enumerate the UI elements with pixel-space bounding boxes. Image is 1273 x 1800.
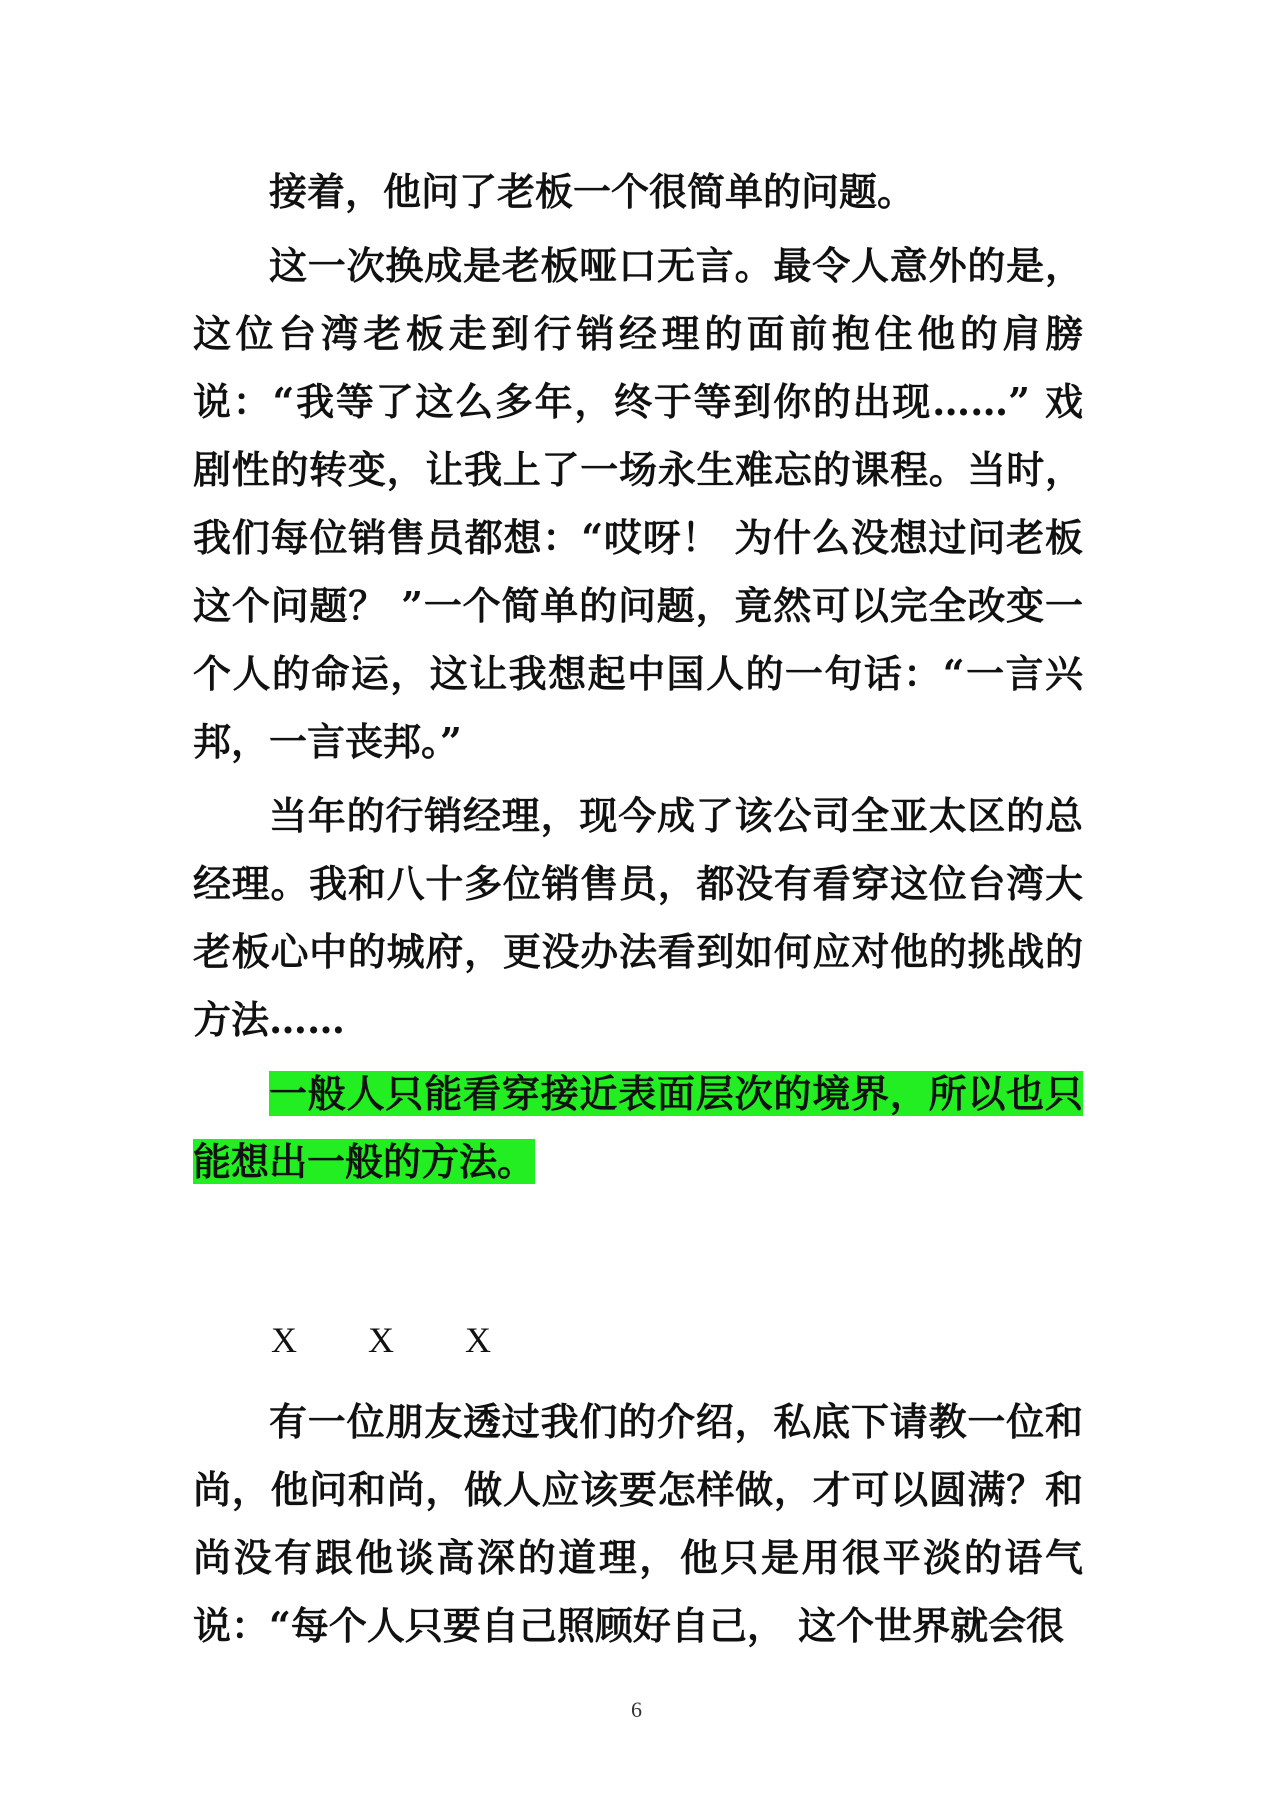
paragraph-2: 这一次换成是老板哑口无言。最令人意外的是，这位台湾老板走到行销经理的面前抱住他的肩膀说：“我等了这么多年，终于等到你的出现……” 戏剧性的转变，让我上了一场永生难忘的课程。当时，我们每位销售员都想：“哎呀！ 为什么没想过问老板这个问题？ ”一个简单的问题，竟然可以完全改变一个人的命运，这让我想起中国人的一句话：“一言兴邦，一言丧邦。” — [193, 243, 1083, 764]
separator-mark-2: X — [368, 1320, 394, 1360]
paragraph-1: 接着，他问了老板一个很简单的问题。 — [269, 169, 916, 214]
highlighted-paragraph — [193, 1060, 1083, 1196]
paragraph-final: 有一位朋友透过我们的介绍，私底下请教一位和尚，他问和尚，做人应该要怎样做，才可以圆满？和尚没有跟他谈高深的道理，他只是用很平淡的语气说：“每个人只要自己照顾好自己， 这个世界就会很 — [193, 1399, 1083, 1648]
section-gap — [193, 1202, 1083, 1306]
highlighted-text: 一般人只能看穿接近表面层次的境界，所以也只能想出一般的方法。 — [193, 1071, 1083, 1184]
separator-mark-3: X — [465, 1320, 491, 1360]
paragraph-3: 当年的行销经理，现今成了该公司全亚太区的总经理。我和八十多位销售员，都没有看穿这位台湾大老板心中的城府，更没办法看到如何应对他的挑战的方法…… — [193, 793, 1083, 1042]
section-separator — [193, 1306, 1083, 1374]
page-number: 6 — [631, 1697, 642, 1722]
separator-mark-1: X — [271, 1320, 297, 1360]
page-body — [193, 158, 1083, 1666]
